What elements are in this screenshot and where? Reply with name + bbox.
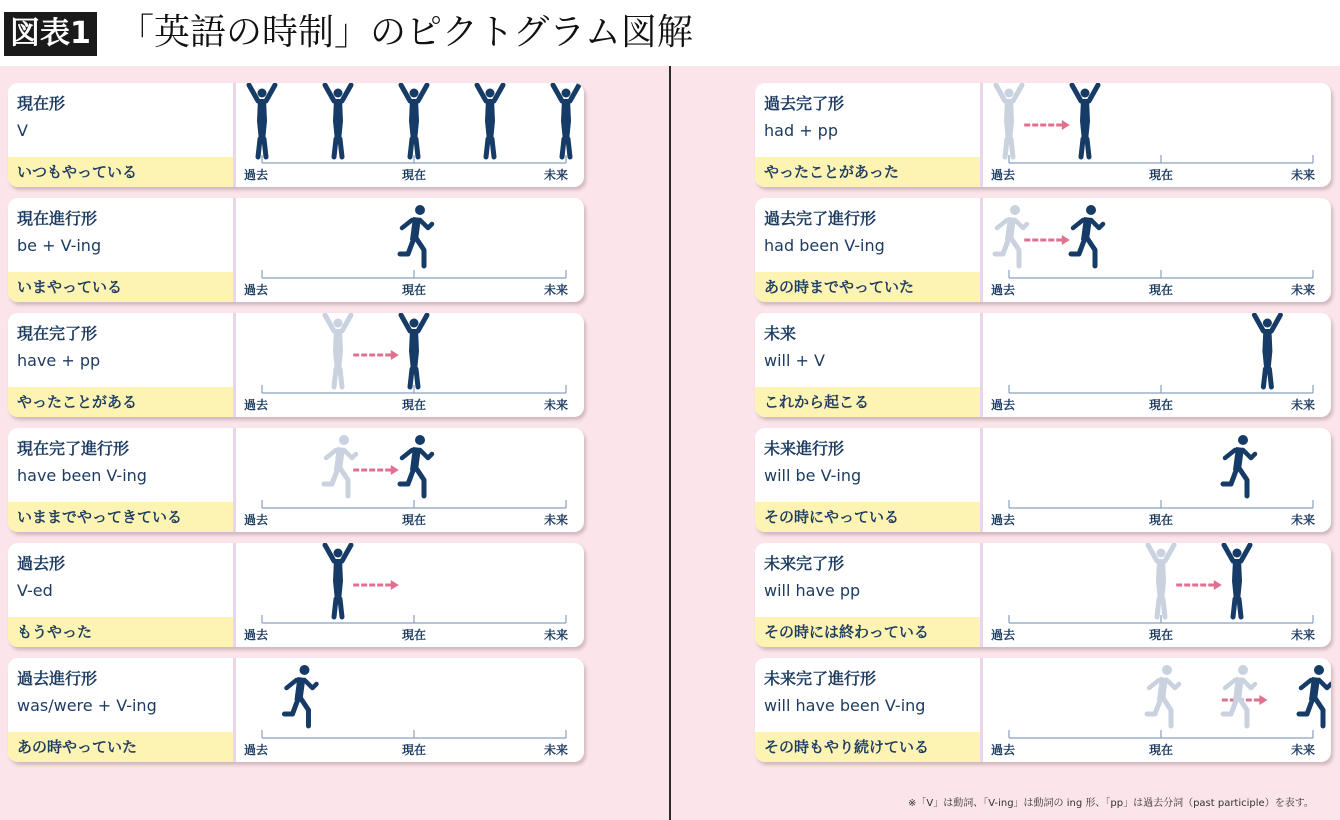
timeline-label-present: 現在 bbox=[1149, 628, 1174, 642]
arms-up-figure-icon bbox=[1224, 545, 1250, 617]
running-figure-icon bbox=[1071, 205, 1103, 266]
tense-card bbox=[8, 198, 584, 302]
arms-up-figure-icon bbox=[996, 85, 1022, 157]
timeline-label-past: 過去 bbox=[991, 168, 1016, 182]
tense-info bbox=[755, 543, 983, 647]
header bbox=[0, 0, 1340, 66]
tense-name: 未来進行形 bbox=[764, 439, 845, 458]
page-title: 「英語の時制」のピクトグラム図解 bbox=[118, 12, 693, 53]
tense-name: 現在完了形 bbox=[17, 324, 98, 343]
progress-arrow bbox=[1024, 235, 1070, 245]
timeline-label-future: 未来 bbox=[1291, 743, 1316, 757]
timeline-label-present: 現在 bbox=[402, 628, 427, 642]
timeline-label-future: 未来 bbox=[1291, 168, 1316, 182]
tense-card bbox=[755, 543, 1331, 647]
tense-meaning: いままでやってきている bbox=[8, 502, 233, 532]
tense-card bbox=[8, 83, 584, 187]
tense-info bbox=[755, 313, 983, 417]
timeline-label-future: 未来 bbox=[1291, 283, 1316, 297]
tense-name: 過去完了進行形 bbox=[764, 209, 877, 228]
tense-pictogram bbox=[983, 313, 1331, 417]
tense-pictogram bbox=[983, 83, 1331, 187]
arms-up-figure-icon bbox=[1072, 85, 1098, 157]
tense-meaning: その時には終わっている bbox=[755, 617, 980, 647]
timeline-label-past: 過去 bbox=[991, 283, 1016, 297]
arms-up-figure-icon bbox=[325, 545, 351, 617]
running-figure-icon bbox=[400, 205, 432, 266]
arms-up-figure-icon bbox=[553, 85, 579, 157]
tense-formula: be + V-ing bbox=[17, 236, 102, 255]
arms-up-figure-icon bbox=[249, 85, 275, 157]
timeline-label-future: 未来 bbox=[544, 743, 569, 757]
arms-up-figure-icon bbox=[477, 85, 503, 157]
running-figure-icon bbox=[324, 435, 356, 496]
tense-card bbox=[8, 543, 584, 647]
tense-name: 未来完了形 bbox=[764, 554, 845, 573]
timeline-label-future: 未来 bbox=[1291, 398, 1316, 412]
tense-pictogram bbox=[236, 543, 584, 647]
tense-info bbox=[755, 658, 983, 762]
timeline-label-past: 過去 bbox=[991, 628, 1016, 642]
tense-meaning: その時もやり続けている bbox=[755, 732, 980, 762]
tense-formula: was/were + V-ing bbox=[17, 696, 157, 715]
tense-meaning: いまやっている bbox=[8, 272, 233, 302]
timeline-label-present: 現在 bbox=[402, 168, 427, 182]
timeline-label-present: 現在 bbox=[1149, 513, 1174, 527]
tense-name: 未来 bbox=[764, 324, 797, 343]
tense-name: 過去形 bbox=[17, 554, 66, 573]
tense-card bbox=[755, 198, 1331, 302]
column-divider bbox=[669, 66, 671, 820]
tense-pictogram bbox=[983, 428, 1331, 532]
tense-name: 現在完了進行形 bbox=[17, 439, 130, 458]
footnote: ※「V」は動詞、「V-ing」は動詞の ing 形、「pp」は過去分詞（past participle）を表す。 bbox=[908, 798, 1314, 809]
tense-meaning: その時にやっている bbox=[755, 502, 980, 532]
running-figure-icon bbox=[284, 665, 316, 726]
tense-pictogram bbox=[983, 543, 1331, 647]
tense-name: 現在進行形 bbox=[17, 209, 98, 228]
tense-name: 現在形 bbox=[17, 94, 66, 113]
tense-info bbox=[8, 313, 236, 417]
running-figure-icon bbox=[1147, 665, 1179, 726]
arms-up-figure-icon bbox=[1254, 315, 1280, 387]
running-figure-icon bbox=[1299, 665, 1331, 726]
timeline-label-past: 過去 bbox=[244, 513, 269, 527]
tense-info bbox=[8, 658, 236, 762]
running-figure-icon bbox=[995, 205, 1027, 266]
tense-formula: will be V-ing bbox=[764, 466, 862, 485]
tense-meaning: あの時までやっていた bbox=[755, 272, 980, 302]
progress-arrow bbox=[353, 350, 399, 360]
tense-card bbox=[755, 658, 1331, 762]
tense-pictogram bbox=[236, 658, 584, 762]
timeline-label-past: 過去 bbox=[991, 743, 1016, 757]
tense-formula: will have pp bbox=[764, 581, 861, 600]
tense-info bbox=[8, 83, 236, 187]
tense-pictogram bbox=[983, 658, 1331, 762]
timeline-label-past: 過去 bbox=[244, 743, 269, 757]
tense-formula: had + pp bbox=[764, 121, 838, 140]
timeline-label-future: 未来 bbox=[1291, 628, 1316, 642]
tense-meaning: やったことがある bbox=[8, 387, 233, 417]
timeline-label-past: 過去 bbox=[244, 628, 269, 642]
tense-info bbox=[755, 428, 983, 532]
timeline-label-future: 未来 bbox=[544, 628, 569, 642]
timeline-label-past: 過去 bbox=[991, 513, 1016, 527]
tense-pictogram bbox=[236, 428, 584, 532]
tense-formula: had been V-ing bbox=[764, 236, 885, 255]
timeline-label-present: 現在 bbox=[402, 283, 427, 297]
tense-formula: V bbox=[17, 121, 28, 140]
tense-formula: will have been V-ing bbox=[764, 696, 926, 715]
tense-formula: V-ed bbox=[17, 581, 53, 600]
tense-info bbox=[8, 428, 236, 532]
timeline-label-present: 現在 bbox=[1149, 398, 1174, 412]
tense-pictogram bbox=[983, 198, 1331, 302]
tense-formula: will + V bbox=[764, 351, 825, 370]
progress-arrow bbox=[1176, 580, 1222, 590]
tense-pictogram bbox=[236, 198, 584, 302]
tense-name: 未来完了進行形 bbox=[764, 669, 877, 688]
timeline-label-past: 過去 bbox=[244, 398, 269, 412]
timeline-label-present: 現在 bbox=[402, 398, 427, 412]
tense-card bbox=[755, 428, 1331, 532]
timeline-label-future: 未来 bbox=[544, 513, 569, 527]
tense-meaning: あの時やっていた bbox=[8, 732, 233, 762]
tense-info bbox=[8, 198, 236, 302]
tense-info bbox=[755, 198, 983, 302]
timeline-label-future: 未来 bbox=[544, 168, 569, 182]
progress-arrow bbox=[353, 580, 399, 590]
tense-card bbox=[755, 313, 1331, 417]
figure-tag: 図表1 bbox=[4, 12, 97, 56]
timeline-label-present: 現在 bbox=[1149, 283, 1174, 297]
timeline-label-past: 過去 bbox=[991, 398, 1016, 412]
arms-up-figure-icon bbox=[401, 85, 427, 157]
tense-info bbox=[755, 83, 983, 187]
tense-card bbox=[8, 658, 584, 762]
arms-up-figure-icon bbox=[325, 85, 351, 157]
timeline-label-present: 現在 bbox=[402, 513, 427, 527]
running-figure-icon bbox=[400, 435, 432, 496]
timeline-label-future: 未来 bbox=[1291, 513, 1316, 527]
timeline-label-past: 過去 bbox=[244, 168, 269, 182]
timeline-label-future: 未来 bbox=[544, 398, 569, 412]
tense-card bbox=[755, 83, 1331, 187]
running-figure-icon bbox=[1223, 665, 1255, 726]
timeline-label-future: 未来 bbox=[544, 283, 569, 297]
tense-name: 過去進行形 bbox=[17, 669, 98, 688]
tense-card bbox=[8, 428, 584, 532]
tense-formula: have been V-ing bbox=[17, 466, 147, 485]
timeline-label-present: 現在 bbox=[1149, 743, 1174, 757]
progress-arrow bbox=[1024, 120, 1070, 130]
tense-meaning: これから起こる bbox=[755, 387, 980, 417]
tense-formula: have + pp bbox=[17, 351, 101, 370]
arms-up-figure-icon bbox=[401, 315, 427, 387]
tense-pictogram bbox=[236, 83, 584, 187]
timeline-label-present: 現在 bbox=[1149, 168, 1174, 182]
tense-pictogram bbox=[236, 313, 584, 417]
timeline-label-past: 過去 bbox=[244, 283, 269, 297]
tense-name: 過去完了形 bbox=[764, 94, 845, 113]
tense-info bbox=[8, 543, 236, 647]
tense-meaning: いつもやっている bbox=[8, 157, 233, 187]
arms-up-figure-icon bbox=[1148, 545, 1174, 617]
tense-card bbox=[8, 313, 584, 417]
running-figure-icon bbox=[1223, 435, 1255, 496]
timeline-label-present: 現在 bbox=[402, 743, 427, 757]
arms-up-figure-icon bbox=[325, 315, 351, 387]
progress-arrow bbox=[353, 465, 399, 475]
tense-meaning: もうやった bbox=[8, 617, 233, 647]
tense-meaning: やったことがあった bbox=[755, 157, 980, 187]
